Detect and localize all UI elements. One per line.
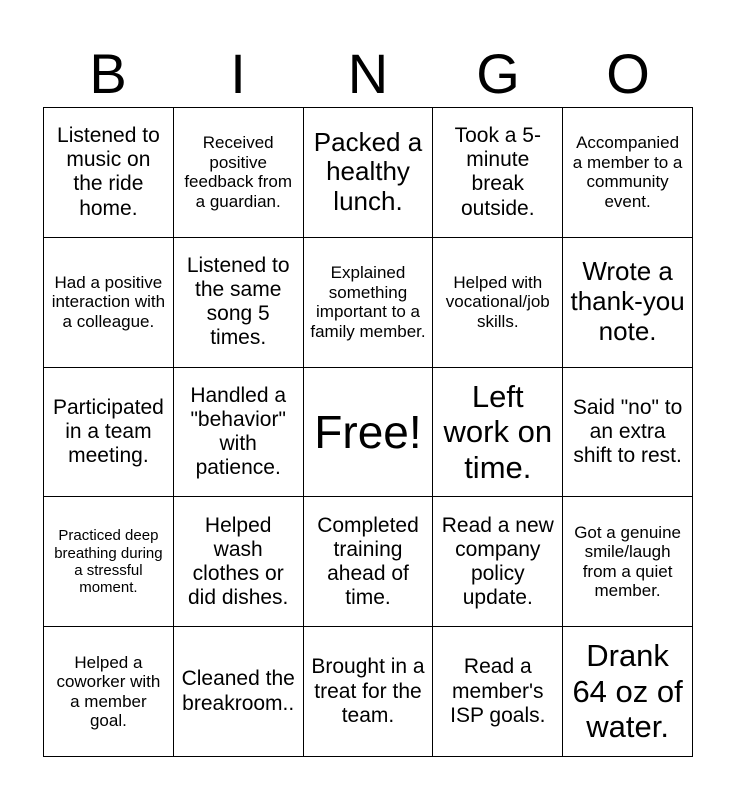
free-cell[interactable] xyxy=(304,368,434,498)
bingo-cell[interactable] xyxy=(174,497,304,627)
cell-text: Packed a healthy lunch. xyxy=(313,126,423,217)
bingo-cell[interactable] xyxy=(44,627,174,757)
cell-text: Received positive feedback from a guardian. xyxy=(184,133,293,211)
cell-text: Left work on time. xyxy=(443,378,553,485)
cell-text: Got a genuine smile/laugh from a quiet member. xyxy=(574,522,681,601)
cell-text: Drank 64 oz of water. xyxy=(572,638,683,745)
cell-text: Listened to the same song 5 times. xyxy=(186,253,290,350)
cell-text: Free! xyxy=(314,405,422,458)
header-letter-b: B xyxy=(89,42,127,105)
bingo-cell[interactable] xyxy=(433,368,563,498)
header-letter-g: G xyxy=(476,42,520,105)
header-letter-i: I xyxy=(230,42,246,105)
bingo-cell[interactable] xyxy=(563,238,693,368)
bingo-cell[interactable] xyxy=(563,368,693,498)
bingo-header xyxy=(43,42,693,106)
bingo-cell[interactable] xyxy=(563,108,693,238)
bingo-cell[interactable] xyxy=(563,497,693,627)
bingo-cell[interactable] xyxy=(44,238,174,368)
bingo-cell[interactable] xyxy=(174,368,304,498)
cell-text: Accompanied a member to a community event. xyxy=(572,133,683,211)
cell-text: Read a new company policy update. xyxy=(441,513,554,609)
bingo-cell[interactable] xyxy=(433,497,563,627)
header-letter-n: N xyxy=(347,42,389,105)
cell-text: Had a positive interaction with a colleague. xyxy=(51,272,166,331)
cell-text: Participated in a team meeting. xyxy=(52,395,164,468)
header-letter-o: O xyxy=(606,42,650,105)
cell-text: Said "no" to an extra shift to rest. xyxy=(572,395,683,468)
bingo-cell[interactable] xyxy=(44,368,174,498)
cell-text: Helped wash clothes or did dishes. xyxy=(187,513,289,609)
bingo-cell[interactable] xyxy=(563,627,693,757)
cell-text: Completed training ahead of time. xyxy=(317,513,419,609)
bingo-cell[interactable] xyxy=(174,108,304,238)
bingo-cell[interactable] xyxy=(174,627,304,757)
cell-text: Explained something important to a family member. xyxy=(310,263,426,341)
cell-text: Brought in a treat for the team. xyxy=(311,655,425,727)
cell-text: Helped a coworker with a member goal. xyxy=(56,652,161,731)
bingo-cell[interactable] xyxy=(174,238,304,368)
bingo-cell[interactable] xyxy=(433,238,563,368)
cell-text: Took a 5-minute break outside. xyxy=(454,124,541,220)
cell-text: Practiced deep breathing during a stressful moment. xyxy=(54,527,163,597)
cell-text: Read a member's ISP goals. xyxy=(450,655,546,727)
cell-text: Helped with vocational/job skills. xyxy=(445,272,550,331)
bingo-cell[interactable] xyxy=(304,108,434,238)
bingo-cell[interactable] xyxy=(304,627,434,757)
bingo-cell[interactable] xyxy=(44,108,174,238)
cell-text: Wrote a thank-you note. xyxy=(570,256,685,347)
cell-text: Listened to music on the ride home. xyxy=(57,124,160,220)
bingo-cell[interactable] xyxy=(304,497,434,627)
bingo-cell[interactable] xyxy=(304,238,434,368)
bingo-cell[interactable] xyxy=(44,497,174,627)
cell-text: Handled a "behavior" with patience. xyxy=(190,383,287,480)
bingo-grid xyxy=(43,107,693,757)
bingo-cell[interactable] xyxy=(433,108,563,238)
bingo-cell[interactable] xyxy=(433,627,563,757)
cell-text: Cleaned the breakroom.. xyxy=(181,667,295,715)
